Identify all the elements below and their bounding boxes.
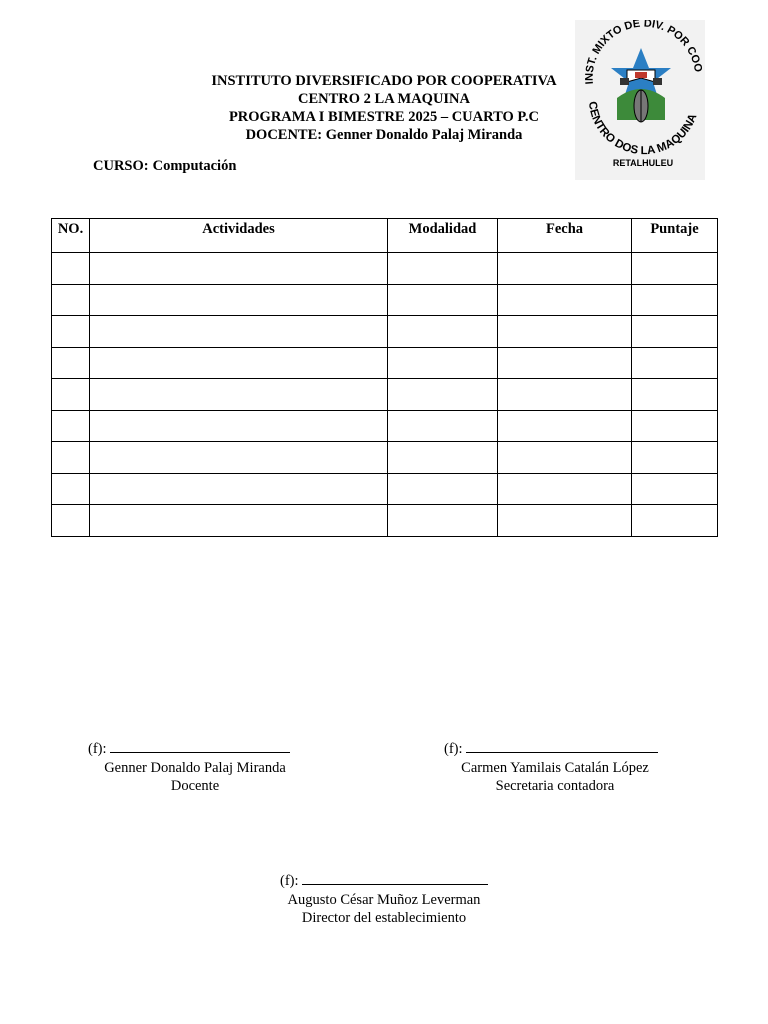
cell-actividades[interactable] [90,316,388,348]
cell-actividades[interactable] [90,253,388,285]
cell-no[interactable] [52,473,90,505]
institute-name: INSTITUTO DIVERSIFICADO POR COOPERATIVA [211,73,557,89]
cell-fecha[interactable] [498,253,632,285]
signer-name: Augusto César Muñoz Leverman [287,891,481,908]
cell-no[interactable] [52,253,90,285]
cell-no[interactable] [52,410,90,442]
cell-fecha[interactable] [498,473,632,505]
school-seal-icon [575,20,705,180]
cell-modalidad[interactable] [388,253,498,285]
table-row [52,316,718,348]
cell-actividades[interactable] [90,379,388,411]
course-line [93,158,236,175]
signer-role: Docente [170,778,220,794]
cell-no[interactable] [52,284,90,316]
table-row [52,284,718,316]
signature-rule [466,740,658,753]
cell-no[interactable] [52,347,90,379]
cell-fecha[interactable] [498,347,632,379]
cell-modalidad[interactable] [388,410,498,442]
table-row [52,473,718,505]
signature-block-docente [88,740,302,796]
signature-rule [110,740,290,753]
cell-actividades[interactable] [90,410,388,442]
cell-puntaje[interactable] [632,442,718,474]
signature-prefix: (f): [280,873,299,889]
cell-modalidad[interactable] [388,505,498,537]
logo-top-text: INST. MIXTO DE DIV. POR COO [583,20,705,85]
signature-rule [302,872,488,885]
signer-name: Carmen Yamilais Catalán López [461,759,649,776]
cell-modalidad[interactable] [388,347,498,379]
table-header-row [52,219,718,253]
cell-no[interactable] [52,505,90,537]
cell-fecha[interactable] [498,410,632,442]
cell-actividades[interactable] [90,347,388,379]
cell-fecha[interactable] [498,284,632,316]
signer-role: Director del establecimiento [301,910,467,926]
signer-role: Secretaria contadora [495,778,615,794]
cell-puntaje[interactable] [632,347,718,379]
cell-puntaje[interactable] [632,473,718,505]
cell-fecha[interactable] [498,379,632,411]
course-value: Computación [152,158,237,174]
column-header-actividades: Actividades [90,219,388,253]
cell-puntaje[interactable] [632,284,718,316]
cell-modalidad[interactable] [388,379,498,411]
cell-puntaje[interactable] [632,505,718,537]
document-header [180,72,588,144]
table-row [52,379,718,411]
teacher-line: DOCENTE: Genner Donaldo Palaj Miranda [245,127,523,143]
column-header-modalidad: Modalidad [388,219,498,253]
table-row [52,347,718,379]
signer-name: Genner Donaldo Palaj Miranda [104,759,286,776]
school-logo [575,20,705,180]
cell-actividades[interactable] [90,505,388,537]
table-body [52,253,718,537]
signature-block-secretaria [444,740,666,796]
column-header-puntaje: Puntaje [632,219,718,253]
signature-prefix: (f): [88,741,107,757]
signature-line[interactable] [88,740,302,759]
cell-no[interactable] [52,316,90,348]
cell-modalidad[interactable] [388,442,498,474]
cell-puntaje[interactable] [632,410,718,442]
cell-modalidad[interactable] [388,473,498,505]
cell-fecha[interactable] [498,505,632,537]
cell-actividades[interactable] [90,473,388,505]
center-name: CENTRO 2 LA MAQUINA [298,91,470,107]
signature-prefix: (f): [444,741,463,757]
cell-puntaje[interactable] [632,316,718,348]
cell-modalidad[interactable] [388,316,498,348]
cell-no[interactable] [52,379,90,411]
logo-bottom-text: CENTRO DOS LA MAQUINA [585,100,700,158]
cell-no[interactable] [52,442,90,474]
column-header-no: NO. [52,219,90,253]
cell-fecha[interactable] [498,442,632,474]
cell-modalidad[interactable] [388,284,498,316]
signature-line[interactable] [444,740,666,759]
table-row [52,253,718,285]
logo-place-text: RETALHULEU [612,158,674,168]
program-title: PROGRAMA I BIMESTRE 2025 – CUARTO P.C [228,109,540,125]
cell-puntaje[interactable] [632,379,718,411]
table-row [52,442,718,474]
activities-table [51,218,718,537]
course-label: CURSO: [93,158,149,174]
cell-actividades[interactable] [90,284,388,316]
cell-actividades[interactable] [90,442,388,474]
signature-block-director [280,872,488,928]
table-row [52,410,718,442]
signature-line[interactable] [280,872,488,891]
cell-puntaje[interactable] [632,253,718,285]
table-row [52,505,718,537]
column-header-fecha: Fecha [498,219,632,253]
cell-fecha[interactable] [498,316,632,348]
